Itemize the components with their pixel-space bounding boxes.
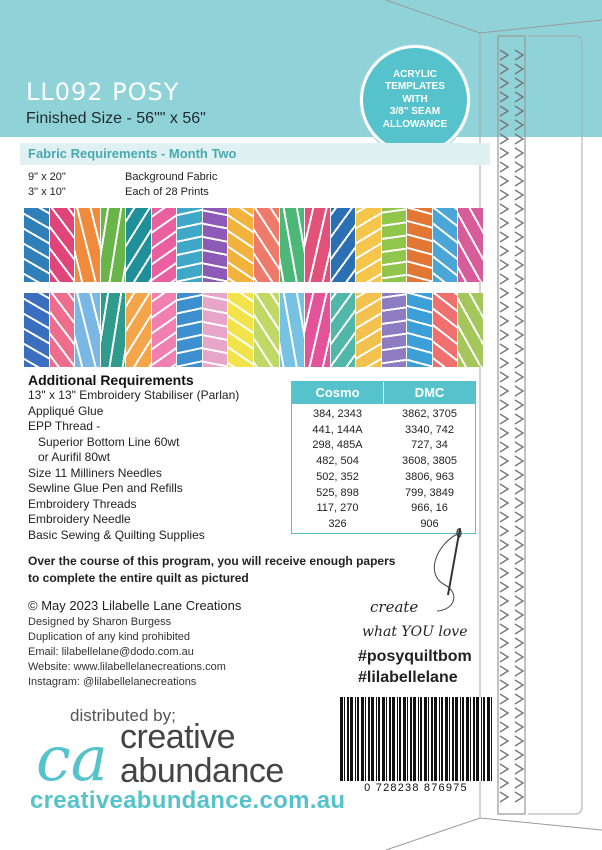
dmc-cell: 727, 34 bbox=[411, 439, 448, 452]
stitch-mark bbox=[515, 204, 523, 214]
fabric-swatch bbox=[203, 208, 228, 282]
stitch-mark bbox=[515, 302, 523, 312]
stitch-mark bbox=[500, 400, 508, 410]
stitch-mark bbox=[515, 652, 523, 662]
fabric-swatch bbox=[433, 208, 458, 282]
barcode-bar bbox=[361, 697, 364, 781]
stitch-mark bbox=[515, 764, 523, 774]
barcode-bar bbox=[452, 697, 454, 781]
stitch-mark bbox=[500, 722, 508, 732]
fabric-swatch bbox=[50, 208, 75, 282]
fabric-swatch bbox=[75, 293, 100, 367]
fabric-swatch bbox=[228, 293, 253, 367]
badge-text: ACRYLIC TEMPLATES WITH 3/8" SEAM ALLOWANCE bbox=[382, 68, 448, 130]
stitch-mark bbox=[500, 218, 508, 228]
stitch-mark bbox=[515, 778, 523, 788]
stitch-mark bbox=[500, 498, 508, 508]
stitch-mark bbox=[515, 694, 523, 704]
stitch-mark bbox=[500, 694, 508, 704]
cosmo-cell: 482, 504 bbox=[316, 455, 359, 468]
stitch-mark bbox=[515, 288, 523, 298]
stitch-mark bbox=[500, 736, 508, 746]
requirement-item: EPP Thread - bbox=[28, 419, 101, 433]
stitch-mark bbox=[515, 484, 523, 494]
stitch-mark bbox=[500, 176, 508, 186]
stitch-mark bbox=[500, 386, 508, 396]
barcode-bar bbox=[424, 697, 427, 781]
fabric-swatch bbox=[382, 208, 407, 282]
stitch-mark bbox=[500, 652, 508, 662]
stitch-mark bbox=[515, 582, 523, 592]
dmc-cell: 3806, 963 bbox=[405, 470, 454, 483]
program-note: Over the course of this program, you will receive enough papers to complete the entire quilt as pictured bbox=[28, 554, 396, 585]
stitch-mark bbox=[515, 218, 523, 228]
stitch-mark bbox=[515, 792, 523, 802]
cosmo-header: Cosmo bbox=[292, 382, 383, 404]
stitch-mark bbox=[515, 736, 523, 746]
barcode-bar bbox=[340, 697, 343, 781]
dmc-cell: 3862, 3705 bbox=[401, 408, 458, 420]
barcode-bar bbox=[462, 697, 464, 781]
barcode-bar bbox=[481, 697, 482, 781]
fabric-swatch bbox=[126, 293, 151, 367]
fabric-swatch bbox=[24, 208, 49, 282]
barcode-bar bbox=[344, 697, 345, 781]
barcode-bar bbox=[470, 697, 471, 781]
stitch-mark bbox=[500, 666, 508, 676]
barcode-bar bbox=[431, 697, 433, 781]
fabric-swatch bbox=[407, 293, 432, 367]
stitch-mark bbox=[500, 596, 508, 606]
barcode-bar bbox=[350, 697, 353, 781]
finished-size: Finished Size - 56"" x 56" bbox=[26, 110, 206, 127]
pattern-title: LL092 POSY bbox=[26, 78, 180, 106]
stitch-mark bbox=[500, 302, 508, 312]
distributed-by-label: distributed by; bbox=[70, 706, 176, 725]
copyright-line: © May 2023 Lilabelle Lane Creations bbox=[28, 598, 242, 613]
stitch-mark bbox=[500, 260, 508, 270]
barcode-bar bbox=[403, 697, 406, 781]
dmc-cell: 3608, 3805 bbox=[401, 455, 458, 468]
dmc-cell: 3340, 742 bbox=[405, 423, 454, 436]
barcode-number: 0 728238 876975 bbox=[364, 782, 468, 794]
stitch-mark bbox=[515, 344, 523, 354]
stitch-mark bbox=[500, 568, 508, 578]
barcode-bar bbox=[434, 697, 437, 781]
cosmo-cell: 441, 144A bbox=[312, 423, 363, 436]
fabric-swatches-row-2 bbox=[24, 293, 484, 367]
stitch-mark bbox=[500, 162, 508, 172]
barcode-bar bbox=[378, 697, 380, 781]
fabric-swatch bbox=[305, 293, 330, 367]
fabric-swatch bbox=[305, 208, 330, 282]
stitch-mark bbox=[500, 274, 508, 284]
stitch-mark bbox=[500, 148, 508, 158]
stitch-mark bbox=[500, 512, 508, 522]
stitch-mark bbox=[515, 176, 523, 186]
fabric-swatch bbox=[101, 293, 126, 367]
fabric-requirements-heading: Fabric Requirements - Month Two bbox=[28, 146, 237, 161]
fabric-swatch bbox=[356, 208, 381, 282]
requirement-item: Sewline Glue Pen and Refills bbox=[28, 481, 183, 495]
stitch-mark bbox=[500, 330, 508, 340]
stitch-mark bbox=[515, 232, 523, 242]
stitch-mark bbox=[515, 372, 523, 382]
stitch-mark bbox=[515, 162, 523, 172]
stitch-mark bbox=[500, 190, 508, 200]
stitch-mark bbox=[500, 316, 508, 326]
fabric-desc-prints: Each of 28 Prints bbox=[125, 186, 209, 198]
stitch-mark bbox=[500, 484, 508, 494]
distributor-url[interactable]: creativeabundance.com.au bbox=[30, 787, 346, 814]
fabric-size-prints: 3" x 10" bbox=[28, 186, 66, 198]
fabric-swatch bbox=[331, 293, 356, 367]
barcode-bar bbox=[397, 697, 398, 781]
fabric-swatch bbox=[433, 293, 458, 367]
barcode-bar bbox=[445, 697, 448, 781]
barcode-bar bbox=[420, 697, 422, 781]
stitch-mark bbox=[515, 610, 523, 620]
fabric-swatch bbox=[407, 208, 432, 282]
cosmo-cell: 298, 485A bbox=[312, 439, 363, 452]
stitch-mark bbox=[500, 638, 508, 648]
barcode-bar bbox=[441, 697, 443, 781]
barcode-bar bbox=[347, 697, 349, 781]
hashtag-posyquiltbom: #posyquiltbom bbox=[358, 648, 472, 665]
cosmo-cell: 502, 352 bbox=[316, 470, 359, 483]
stitch-mark bbox=[515, 442, 523, 452]
fabric-swatch bbox=[458, 208, 483, 282]
stitch-mark bbox=[500, 610, 508, 620]
hashtag-lilabellelane: #lilabellelane bbox=[358, 669, 458, 686]
barcode-bar bbox=[392, 697, 395, 781]
stitch-mark bbox=[515, 246, 523, 256]
logo-mark-text: ca bbox=[36, 722, 108, 790]
stitch-mark bbox=[515, 190, 523, 200]
barcode-bar bbox=[368, 697, 370, 781]
requirement-item: Embroidery Threads bbox=[28, 496, 137, 511]
barcode-bar bbox=[399, 697, 401, 781]
stitch-mark bbox=[515, 512, 523, 522]
stitch-mark bbox=[515, 330, 523, 340]
email-line[interactable]: Email: lilabellelane@dodo.com.au bbox=[28, 646, 194, 658]
stitch-mark bbox=[500, 554, 508, 564]
stitch-mark bbox=[515, 722, 523, 732]
stitch-mark bbox=[500, 372, 508, 382]
fabric-swatch bbox=[177, 208, 202, 282]
barcode-bar bbox=[473, 697, 475, 781]
stitch-mark bbox=[515, 638, 523, 648]
tagline-create: create bbox=[370, 598, 419, 616]
fabric-swatch bbox=[356, 293, 381, 367]
website-line[interactable]: Website: www.lilabellelanecreations.com bbox=[28, 661, 226, 673]
stitch-mark bbox=[515, 680, 523, 690]
fabric-swatch bbox=[152, 208, 177, 282]
stitch-mark bbox=[500, 624, 508, 634]
duplication-line: Duplication of any kind prohibited bbox=[28, 631, 191, 643]
stitch-mark bbox=[500, 414, 508, 424]
stitch-mark bbox=[500, 680, 508, 690]
dmc-cell: 799, 3849 bbox=[405, 486, 454, 499]
fabric-swatch bbox=[228, 208, 253, 282]
fabric-swatches-row-1 bbox=[24, 208, 484, 282]
distributor-name-line1: creative bbox=[120, 718, 236, 756]
barcode-bar bbox=[410, 697, 412, 781]
additional-requirements-list bbox=[28, 388, 239, 543]
fabric-swatch bbox=[152, 293, 177, 367]
stitch-mark bbox=[500, 470, 508, 480]
stitch-mark bbox=[515, 554, 523, 564]
stitch-mark bbox=[500, 526, 508, 536]
barcode-bar bbox=[389, 697, 391, 781]
acrylic-templates-badge bbox=[360, 45, 470, 155]
barcode-bar bbox=[418, 697, 419, 781]
stitch-mark bbox=[500, 708, 508, 718]
stitch-mark bbox=[515, 386, 523, 396]
dmc-cell: 906 bbox=[420, 517, 439, 530]
stitch-mark bbox=[515, 498, 523, 508]
stitch-mark bbox=[515, 260, 523, 270]
needle-thread-icon bbox=[415, 525, 475, 615]
stitch-mark bbox=[515, 596, 523, 606]
requirement-item: Size 11 Milliners Needles bbox=[28, 465, 162, 480]
stitch-mark bbox=[500, 750, 508, 760]
stitch-mark bbox=[515, 750, 523, 760]
stitch-mark bbox=[515, 148, 523, 158]
requirement-item: 13" x 13" Embroidery Stabiliser (Parlan) bbox=[28, 388, 240, 402]
stitch-mark bbox=[500, 288, 508, 298]
requirement-item: Embroidery Needle bbox=[28, 512, 131, 526]
stitch-mark bbox=[515, 708, 523, 718]
fabric-swatch bbox=[331, 208, 356, 282]
fabric-desc-background: Background Fabric bbox=[125, 171, 218, 183]
fabric-swatch bbox=[280, 208, 305, 282]
barcode-bar bbox=[455, 697, 458, 781]
instagram-line[interactable]: Instagram: @lilabellelanecreations bbox=[28, 676, 197, 688]
barcode-bar bbox=[466, 697, 469, 781]
stitch-mark bbox=[500, 246, 508, 256]
fabric-swatch bbox=[254, 293, 279, 367]
dmc-cell: 966, 16 bbox=[411, 502, 448, 515]
cosmo-cell: 525, 898 bbox=[316, 486, 359, 499]
stitch-mark bbox=[515, 666, 523, 676]
fabric-swatch bbox=[382, 293, 407, 367]
thread-table bbox=[291, 381, 476, 534]
fabric-swatch bbox=[280, 293, 305, 367]
stitch-mark bbox=[500, 764, 508, 774]
cosmo-column bbox=[292, 407, 383, 533]
stitch-mark bbox=[515, 274, 523, 284]
barcode-image bbox=[336, 697, 496, 781]
stitch-mark bbox=[515, 400, 523, 410]
barcode-bar bbox=[460, 697, 461, 781]
fabric-swatch bbox=[203, 293, 228, 367]
stitch-mark bbox=[515, 470, 523, 480]
cosmo-cell: 384, 2343 bbox=[313, 408, 362, 420]
stitch-mark bbox=[515, 540, 523, 550]
tagline-what-you-love: what YOU love bbox=[362, 624, 468, 640]
creative-abundance-logo-icon bbox=[32, 722, 122, 790]
barcode-bar bbox=[476, 697, 479, 781]
stitch-mark bbox=[500, 204, 508, 214]
stitch-mark bbox=[500, 540, 508, 550]
fabric-swatch bbox=[458, 293, 483, 367]
fabric-size-background: 9" x 20" bbox=[28, 171, 66, 183]
barcode-bar bbox=[491, 697, 492, 781]
barcode-bar bbox=[371, 697, 374, 781]
barcode-bar bbox=[439, 697, 440, 781]
fabric-swatch bbox=[24, 293, 49, 367]
fabric-swatch bbox=[75, 208, 100, 282]
stitch-mark bbox=[515, 624, 523, 634]
stitch-mark bbox=[500, 232, 508, 242]
distributor-name-line2: abundance bbox=[120, 752, 284, 790]
requirement-item: Superior Bottom Line 60wt bbox=[28, 434, 180, 449]
barcode-bar bbox=[407, 697, 408, 781]
designer-line: Designed by Sharon Burgess bbox=[28, 616, 172, 628]
stitch-mark bbox=[515, 456, 523, 466]
fabric-swatch bbox=[50, 293, 75, 367]
barcode-bar bbox=[428, 697, 429, 781]
dmc-column bbox=[384, 407, 475, 533]
stitch-mark bbox=[500, 778, 508, 788]
dmc-header: DMC bbox=[384, 382, 475, 404]
barcode-bar bbox=[483, 697, 485, 781]
stitch-mark bbox=[500, 582, 508, 592]
cosmo-cell: 117, 270 bbox=[316, 502, 359, 515]
stitch-mark bbox=[515, 414, 523, 424]
barcode-bar bbox=[386, 697, 387, 781]
stitch-mark bbox=[500, 792, 508, 802]
stitch-mark bbox=[515, 568, 523, 578]
stitch-mark bbox=[500, 456, 508, 466]
stitch-mark bbox=[500, 344, 508, 354]
stitch-mark bbox=[515, 526, 523, 536]
barcode-bar bbox=[357, 697, 359, 781]
fabric-swatch bbox=[177, 293, 202, 367]
stitch-mark bbox=[515, 316, 523, 326]
stitch-mark bbox=[515, 428, 523, 438]
header-divider bbox=[383, 382, 384, 404]
requirement-item: Basic Sewing & Quilting Supplies bbox=[28, 527, 205, 542]
stitch-mark bbox=[500, 428, 508, 438]
cosmo-cell: 326 bbox=[328, 517, 347, 530]
barcode-bar bbox=[365, 697, 366, 781]
barcode-bar bbox=[382, 697, 385, 781]
stitch-mark bbox=[515, 358, 523, 368]
requirement-item: Appliqué Glue bbox=[28, 403, 104, 418]
barcode-bar bbox=[355, 697, 356, 781]
fabric-swatch bbox=[101, 208, 126, 282]
requirement-item: or Aurifil 80wt bbox=[28, 450, 111, 464]
additional-requirements-heading: Additional Requirements bbox=[28, 372, 194, 388]
barcode-bar bbox=[376, 697, 377, 781]
barcode-bar bbox=[449, 697, 450, 781]
barcode-bar bbox=[413, 697, 416, 781]
barcode-bar bbox=[487, 697, 490, 781]
stitch-mark bbox=[500, 358, 508, 368]
fabric-swatch bbox=[126, 208, 151, 282]
fabric-swatch bbox=[254, 208, 279, 282]
stitch-mark bbox=[500, 442, 508, 452]
